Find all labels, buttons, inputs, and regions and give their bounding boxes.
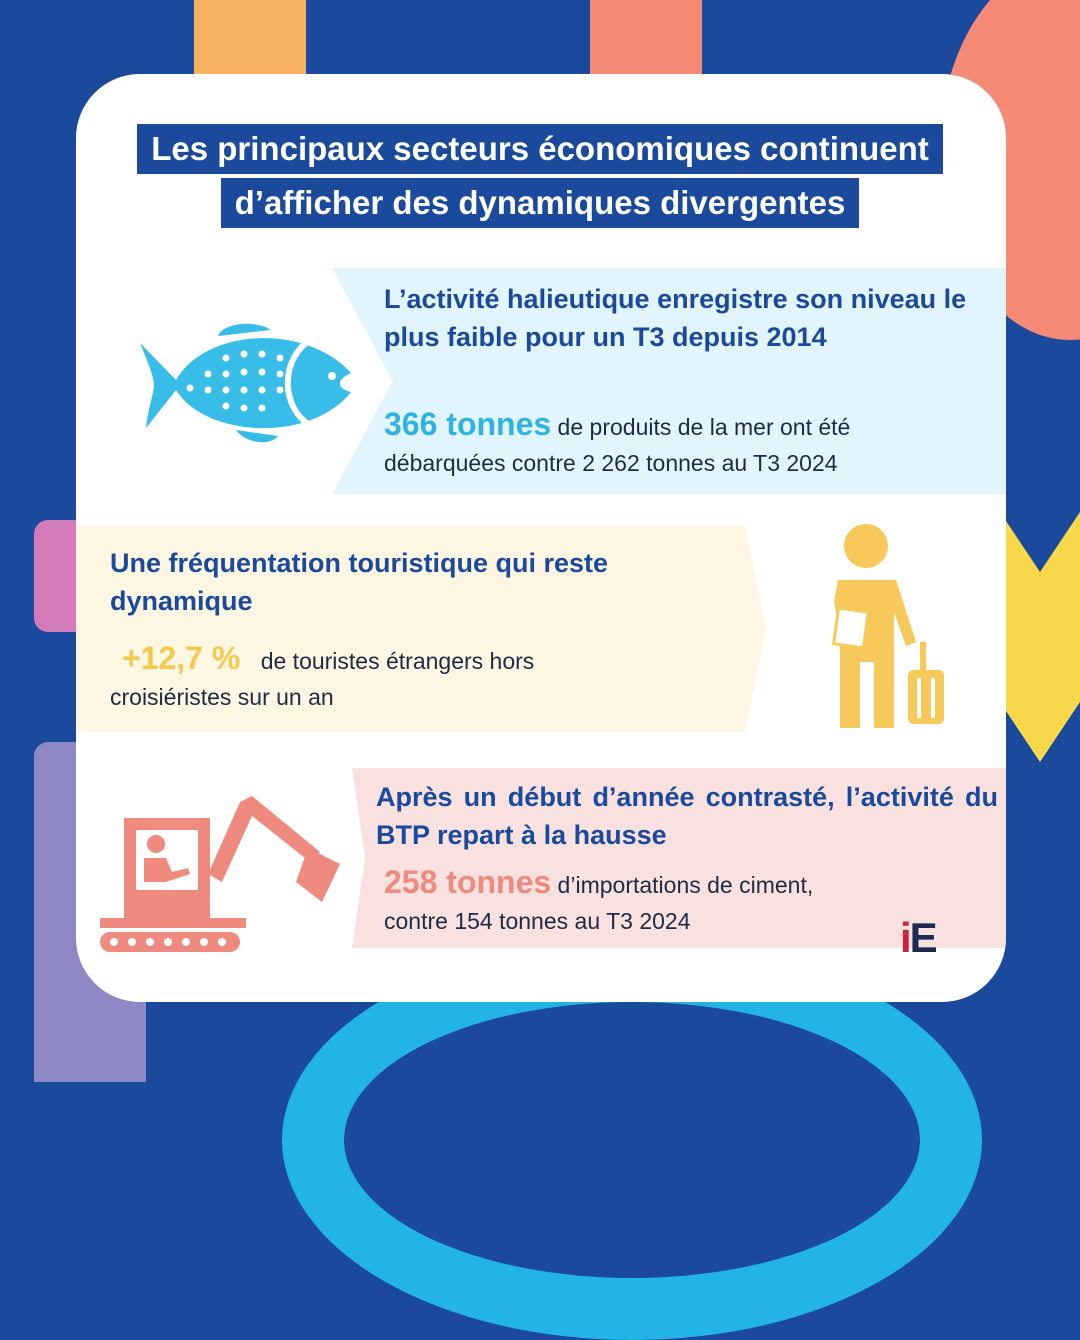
bg-salmon-bar	[590, 0, 702, 80]
bg-yellow-chevron	[1000, 512, 1080, 772]
construction-detail	[384, 864, 984, 939]
fishing-detail-line1: de produits de la mer ont été	[551, 414, 851, 440]
tourism-detail-line1: de touristes étrangers hors	[254, 648, 535, 674]
brand-logo	[900, 914, 936, 962]
construction-heading: Après un début d’année contrasté, l’activité du BTP repart à la hausse	[376, 782, 998, 850]
tourism-detail	[110, 640, 730, 715]
fishing-detail	[384, 406, 984, 481]
tourist-with-luggage-icon	[816, 522, 956, 732]
construction-value: 258 tonnes	[384, 864, 552, 900]
construction-detail-line1: d’importations de ciment,	[551, 872, 814, 898]
fishing-detail-line2: débarquées contre 2 262 tonnes au T3 2024	[384, 450, 838, 476]
title-line-1: Les principaux secteurs économiques continuent	[137, 124, 943, 174]
fishing-heading: L’activité halieutique enregistre son niveau le plus faible pour un T3 depuis 2014	[384, 284, 967, 352]
content-card	[76, 74, 1006, 1002]
title-line-2: d’afficher des dynamiques divergentes	[221, 178, 860, 228]
construction-detail-line2: contre 154 tonnes au T3 2024	[384, 908, 691, 934]
fishing-value: 366 tonnes	[384, 406, 552, 442]
bg-orange-bar	[194, 0, 306, 80]
logo-letter-e: E	[909, 914, 936, 961]
tourism-heading: Une fréquentation touristique qui reste dynamique	[110, 548, 609, 616]
logo-letter-i: i	[900, 914, 910, 961]
page-title	[106, 124, 974, 232]
fish-icon	[106, 318, 356, 448]
tourism-value: +12,7 %	[122, 640, 241, 676]
excavator-icon	[100, 792, 350, 952]
tourism-detail-line2: croisiéristes sur un an	[110, 684, 334, 710]
